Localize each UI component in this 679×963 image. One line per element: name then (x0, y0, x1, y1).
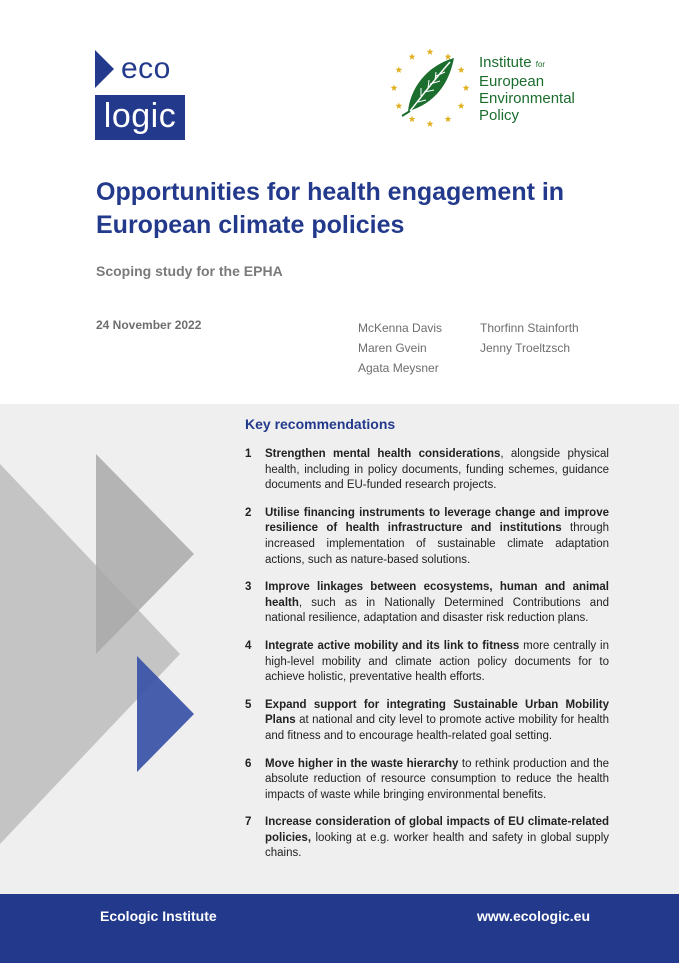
star-icon (427, 120, 434, 127)
ecologic-logo (95, 50, 185, 140)
authors-column-1 (358, 318, 442, 378)
ieep-line-3: Environmental (479, 90, 575, 107)
author: McKenna Davis (358, 321, 443, 335)
footer-institute: Ecologic Institute (100, 908, 217, 924)
author: Maren Gvein (358, 341, 427, 355)
author: Jenny Troeltzsch (480, 341, 571, 355)
ecologic-logo-logic: logic (95, 95, 185, 140)
author: Thorfinn Stainforth (480, 321, 579, 335)
star-icon (445, 116, 452, 123)
recommendations-list (245, 447, 609, 874)
document-date: 24 November 2022 (96, 318, 202, 332)
footer-website-link[interactable]: www.ecologic.eu (476, 908, 590, 924)
star-icon (458, 102, 465, 109)
authors-column-2 (480, 318, 579, 358)
star-icon (395, 66, 402, 73)
star-icon (409, 116, 416, 123)
list-item: 5 Expand support for integrating Sustainable Urban Mobility Plans at national and city level to promote active mobility for health and fitness and to encourage health-related goal setting. (245, 698, 609, 742)
star-icon (458, 66, 465, 73)
list-item: 1 Strengthen mental health considerations, alongside physical health, including in policy documents, funding schemes, guidance documents and EU-funded research projects. (245, 448, 609, 492)
ieep-line-4: Policy (479, 107, 520, 124)
ecologic-logo-triangle (95, 50, 114, 88)
document-title: Opportunities for health engagement in European climate policies (96, 178, 565, 239)
star-icon (427, 48, 434, 55)
ieep-logo-text (479, 54, 575, 124)
ieep-line-1: Institute for (479, 54, 546, 71)
list-item: 6 Move higher in the waste hierarchy to rethink production and the absolute reduction of resource consumption to reduce the health impacts of waste while bringing environmental benefits. (245, 757, 609, 801)
key-recommendations-heading: Key recommendations (245, 416, 396, 432)
list-item: 4 Integrate active mobility and its link to fitness more centrally in high-level mobility and climate action policy documents for to achieve holistic, preventative health efforts. (245, 639, 609, 684)
star-icon (445, 53, 452, 60)
list-item: 7 Increase consideration of global impacts of EU climate-related policies, looking at e.g. worker health and safety in global supply chains. (245, 816, 609, 860)
ecologic-logo-eco: eco (121, 52, 171, 85)
star-icon (395, 102, 402, 109)
star-icon (409, 53, 416, 60)
ieep-leaf-stars-icon (388, 44, 476, 134)
document-subtitle: Scoping study for the EPHA (96, 263, 283, 279)
ieep-line-2: European (479, 73, 545, 90)
list-item: 3 Improve linkages between ecosystems, human and animal health, such as in Nationally Determined Contributions and national resilience, adaptation and disaster risk reduction plans. (245, 581, 609, 625)
decorative-triangles (0, 404, 200, 894)
list-item: 2 Utilise financing instruments to leverage change and improve resilience of health infrastructure and institutions through increased implementation of sustainable climate adaptation actions, such as nature-based solutions. (245, 506, 609, 566)
author: Agata Meysner (358, 361, 439, 375)
star-icon (463, 84, 470, 91)
star-icon (391, 84, 398, 91)
ieep-logo (388, 44, 628, 134)
footer-bar (0, 894, 679, 963)
